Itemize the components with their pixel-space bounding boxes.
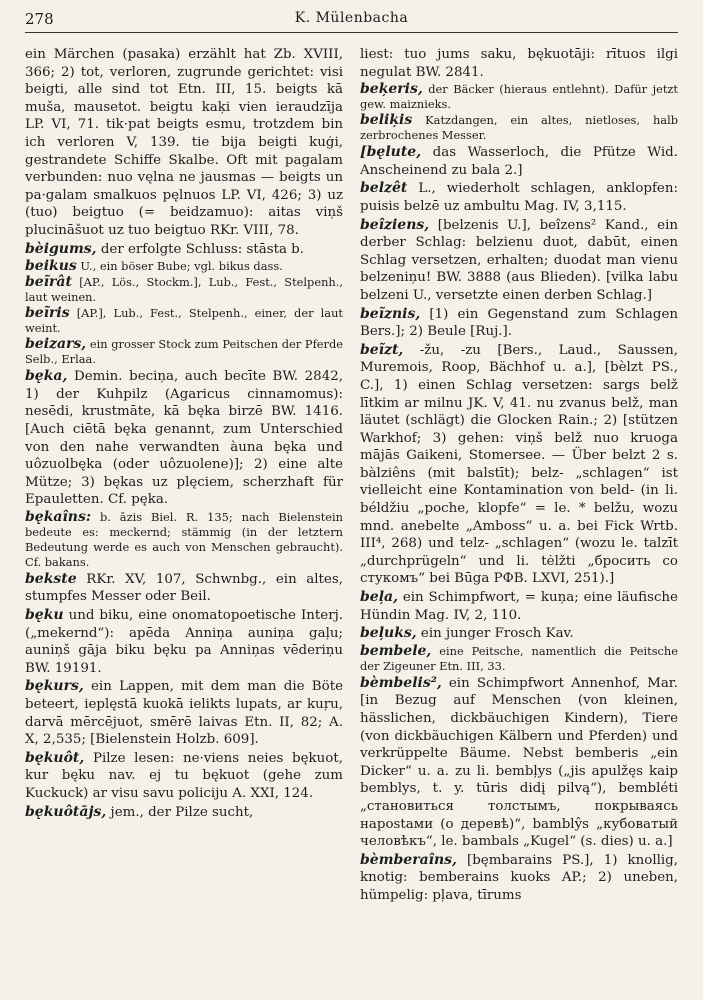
headword: beĩzt, <box>360 341 404 358</box>
dictionary-entry <box>360 180 678 215</box>
page-header <box>25 6 678 33</box>
dictionary-entry <box>25 571 343 606</box>
dictionary-entry <box>360 82 678 112</box>
dictionary-entry <box>25 804 343 822</box>
headword: beĩris <box>25 305 70 322</box>
entry-text: der Bäcker (hieraus entlehnt). Dafür jetzt gew. maiznieks. <box>360 82 679 112</box>
entry-text: U., ein böser Bube; vgl. bikus dass. <box>80 259 283 274</box>
dictionary-entry <box>25 241 343 259</box>
dictionary-entry <box>360 644 678 674</box>
entry-text: Katzdangen, ein altes, nietloses, halb zerbrochenes Messer. <box>360 113 679 143</box>
headword: beĩrât <box>25 274 72 291</box>
headword: beļuks, <box>360 625 417 642</box>
entry-text: RKr. XV, 107, Schwnbg., ein altes, stumpfes Messer oder Beil. <box>25 571 343 605</box>
headword: bèigums, <box>25 240 97 257</box>
entry-text: jem., der Pilze sucht, <box>110 804 254 820</box>
entry-text: -žu, -zu [Bers., Laud., Saussen, Muremois, Roop, Bächhof u. a.], [bèlzt PS., C.], 1) einen Schlag versetzen: sargs belž lītkim ar milnu JK. V, 41. nu zvanus belž, man läutet (schlägt) die Glocken Rain.; 2) [stützen Warkhof; 3) gehen: viņš belž nuo kruoga mājās Gaikeni, Stomersee. — Über belzt 2 s. bàlziêns (mit balstīt); belz- „schlagen“ ist vielleicht eine Kontamination von beld- (in li. béldžiu „poche, klopfe“ = le. * belžu, wozu mnd. anebelte „Amboss“ u. a. bei Fick Wrtb. III⁴, 268) und telz- „schlagen“ (wozu le. talzīt „durchprügeln“ und li. tėlžti „бросить со стукомъ“ bei Būga РФВ. LXVI, 251).] <box>360 342 678 587</box>
headword: beizars, <box>25 336 87 353</box>
entry-text: eine Peitsche, namentlich die Peitsche der Zigeuner Etn. III, 33. <box>360 643 678 673</box>
dictionary-entry <box>25 275 343 305</box>
entry-text: der erfolgte Schluss: stāsta b. <box>100 241 305 257</box>
entry-text: [1) ein Gegenstand zum Schlagen Bers.]; 2) Beule [Ruj.]. <box>360 306 678 340</box>
entry-text: und biku, eine onomatopoetische Interj. („mekernd“): apēda Anniņa auniņa gaļu; auniņš gāja biku bęku pa Anniņas vēderiņu BW. 19191. <box>25 608 343 676</box>
entry-text: ein junger Frosch Kav. <box>420 626 574 642</box>
dictionary-entry <box>360 589 678 624</box>
headword: bèmberaîns, <box>360 851 457 868</box>
dictionary-entry <box>25 678 343 748</box>
headword: beĩznis, <box>360 305 421 322</box>
headword: bekste <box>25 570 77 587</box>
dictionary-entry <box>25 368 343 509</box>
entry-text: ein Märchen (pasaka) erzählt hat Zb. XVIII, 366; 2) tot, verloren, zugrunde gerichtet: visi beigti, alle sind tot Etn. III, 15. beigts kā muša, mausetot. beigtu kaķi vien ieraudzīja LP. VI, 71. tik·pat beigts esmu, trotzdem bin ich verloren V, 139. tie bija beigti kuģi, gestrandete Schiffe Skalbe. Oft mit pagalam verbunden: nuo vęlna ne jausmas — beigts un pa·galam smalkuos pęlnuos LP. VI, 426; 3) uz (tuo) beigtuo (= beidzamuo): aitas viņš plucināšuot uz tuo beigtuo RKr. VIII, 78. <box>25 47 343 238</box>
entry-text: L., wiederholt schlagen, anklopfen: puisis belzē uz ambultu Mag. IV, 3,115. <box>360 181 678 214</box>
entry-text: Pilze lesen: ne·viens neies bękuot, kur bęku nav. ej tu bękuot (gehe zum Kuckuck) ar visu savu policiju A. XXI, 124. <box>25 750 343 801</box>
left-column <box>25 46 343 822</box>
dictionary-entry <box>25 750 343 803</box>
entry-text: das Wasserloch, die Pfütze Wid. Anscheinend zu bala 2.] <box>360 145 679 178</box>
page-number: 278 <box>25 10 54 28</box>
dictionary-entry <box>25 46 343 240</box>
dictionary-entry <box>360 144 678 179</box>
entry-text: [AP., Lös., Stockm.], Lub., Fest., Stelpenh., laut weinen. <box>25 275 344 305</box>
entry-text: [bęmbarains PS.], 1) knollig, knotig: bemberains kuoks AP.; 2) uneben, hümpelig: pļava, tīrums <box>360 852 678 903</box>
headword: beliķis <box>360 112 413 129</box>
dictionary-entry <box>360 675 678 851</box>
headword: beļa, <box>360 589 398 606</box>
dictionary-entry <box>25 337 343 367</box>
dictionary-entry <box>25 306 343 336</box>
entry-text: ein Schimpfwort, = kuņa; eine läufische Hündin Mag. IV, 2, 110. <box>360 590 678 623</box>
headword: [bęlute, <box>360 144 422 161</box>
dictionary-entry <box>25 259 343 274</box>
dictionary-entry <box>360 625 678 643</box>
entry-text: b. āzis Biel. R. 135; nach Bielenstein bedeute es: meckernd; stämmig (in der letztern Bedeutung werde es auch von Menschen gebraucht). Cf. bakans. <box>25 509 343 569</box>
right-column <box>360 46 678 906</box>
headword: bękuôt, <box>25 749 85 766</box>
headword: bèmbelis², <box>360 674 442 691</box>
dictionary-entry <box>25 607 343 677</box>
dictionary-entry <box>360 306 678 341</box>
entry-text: ein Schimpfwort Annenhof, Mar. [in Bezug auf Menschen (von kleinen, hässlichen, dickbäuchigen Kindern), Tiere (von dickbäuchigen Kälbern und Pferden) und verkrüppelte Bäume. Nebst bemberis „ein Dicker“ u. a. zu li. bembļys („jis apulžęs kaip bemblys, t. y. tūris didį pilvą“), bembléti „становиться толстымъ, покрываясь нарostами (о деревѣ)“, bamblŷs „кубоватый человѣкъ“, le. bambals „Kugel“ (s. dies) u. a.] <box>360 675 678 850</box>
entry-text: [AP.], Lub., Fest., Stelpenh., einer, der laut weint. <box>25 306 343 336</box>
entry-text: [belzenis U.], beîzens² Kand., ein derber Schlag: belzienu duot, dabūt, einen Schlag versetzen, erhalten; duodat man vienu belzeniņu! BW. 3888 (aus Blieden). [vilka labu belzeni U., versetzte einen derben Schlag.] <box>360 217 678 303</box>
headword: beîziens, <box>360 216 430 233</box>
headword: beikus <box>25 258 77 275</box>
headword: beķeris, <box>360 81 423 98</box>
entry-text: ein Lappen, mit dem man die Böte beteert, ieplęstā kuokā ielikts lupats, ar kuŗu, darvā mērcējuot, smērē laivas Etn. II, 82; A. X, 2,535; [Bielenstein Holzb. 609]. <box>25 679 343 748</box>
headword: bękuôtājs, <box>25 803 107 820</box>
dictionary-entry <box>25 510 343 570</box>
running-head: K. Mülenbacha <box>294 10 409 26</box>
headword: bęka, <box>25 368 68 385</box>
entry-text: Demin. beciņa, auch becīte BW. 2842, 1) der Kuhpilz (Agaricus cinnamomus): nesēdi, krustmāte, kā bęka birzē BW. 1416. [Auch ciētā bęka genannt, zum Unterschied von den nahe verwandten àuna bęka und uôzuolbęka (oder uôzuolene)]; 2) eine alte Mütze; 3) bękas uz plęciem, scherzhaft für Epauletten. Cf. pęka. <box>25 369 343 508</box>
entry-text: ein grosser Stock zum Peitschen der Pferde Selb., Erlaa. <box>25 337 343 367</box>
headword: bękurs, <box>25 678 84 695</box>
headword: bęku <box>25 607 64 624</box>
entry-text: liest: tuo jums saku, bękuotāji: rītuos ilgi negulat BW. 2841. <box>360 47 678 80</box>
dictionary-entry <box>360 46 678 81</box>
dictionary-entry <box>360 217 678 305</box>
dictionary-entry <box>360 852 678 905</box>
dictionary-entry <box>360 342 678 588</box>
headword: bembele, <box>360 642 432 659</box>
headword: belzêt <box>360 180 408 197</box>
dictionary-entry <box>360 113 678 143</box>
headword: bękaîns: <box>25 508 92 525</box>
